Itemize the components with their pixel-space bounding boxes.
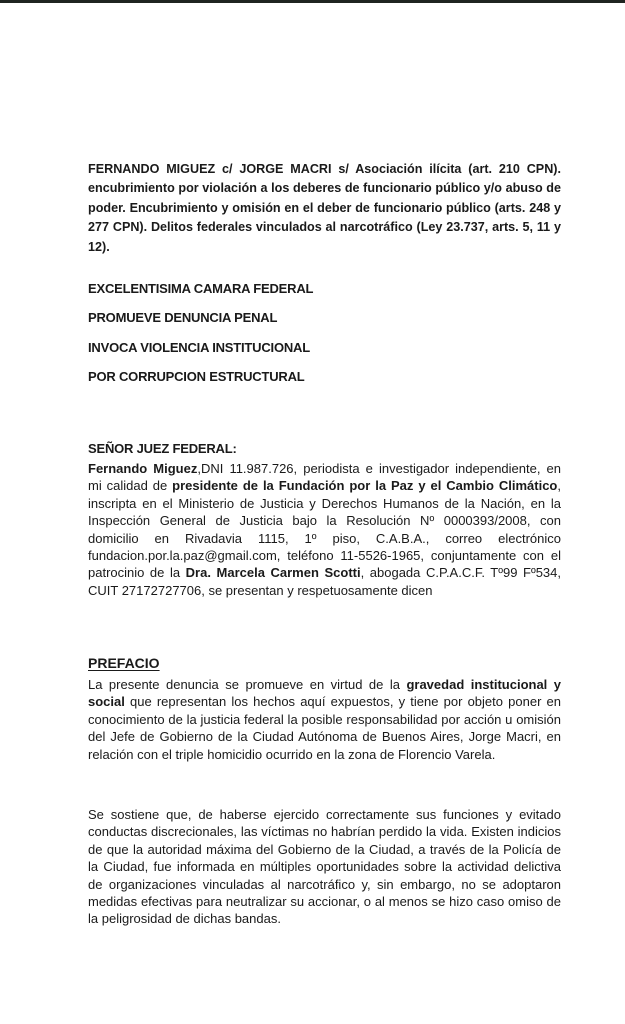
heading-block (88, 279, 313, 396)
judge-address: SEÑOR JUEZ FEDERAL: (88, 441, 237, 456)
lawyer-name: Dra. Marcela Carmen Scotti (185, 565, 361, 581)
section-title-prefacio: PREFACIO (88, 655, 160, 671)
intro-text-1: ,DNI 11.987.726, periodista e investigador independiente, en mi calidad de (88, 461, 561, 494)
intro-text-2: , inscripta en el Ministerio de Justicia y Derechos Humanos de la Nación, en la Inspección General de Justicia bajo la Resolución Nº 0000393/2008, con domicilio en Rivadavia 1115, 1º piso, C.A.B.A., correo electrónico fundacion.por.la.paz@gmail.com, teléfono 11-5526-1965, conjuntamente con el patrocinio de la (88, 478, 561, 581)
case-caption: FERNANDO MIGUEZ c/ JORGE MACRI s/ Asociación ilícita (art. 210 CPN). encubrimiento por violación a los deberes de funcionario público y/o abuso de poder. Encubrimiento y omisión en el deber de funcionario público (arts. 248 y 277 CPN). Delitos federales vinculados al narcotráfico (Ley 23.737, arts. 5, 11 y 12). (88, 161, 561, 254)
heading-corruption: POR CORRUPCION ESTRUCTURAL (88, 368, 305, 384)
preface-paragraph-1 (88, 676, 561, 763)
foundation-role: presidente de la Fundación por la Paz y el Cambio Climático (172, 478, 558, 494)
intro-paragraph (88, 460, 561, 599)
complainant-name: Fernando Miguez (88, 461, 198, 476)
top-edge-bar (0, 0, 625, 3)
preface-paragraph-2: Se sostiene que, de haberse ejercido correctamente sus funciones y evitado conductas discrecionales, las víctimas no habrían perdido la vida. Existen indicios de que la autoridad máxima del Gobierno de la Ciudad, a través de la Policía de la Ciudad, fue informada en múltiples oportunidades sobre la actividad delictiva de organizaciones vinculadas al narcotráfico y, sin embargo, no se adoptaron medidas efectivas para neutralizar su accionar, o al menos se hizo caso omiso de la peligrosidad de dichas bandas. (88, 807, 561, 927)
heading-violence: INVOCA VIOLENCIA INSTITUCIONAL (88, 339, 310, 355)
heading-complaint: PROMUEVE DENUNCIA PENAL (88, 310, 278, 326)
intro-text-3: , abogada C.P.A.C.F. Tº99 Fº534, CUIT 27172727706, se presentan y respetuosamente dicen (88, 565, 561, 598)
preface-1-emphasis: gravedad institucional y social (88, 677, 561, 710)
heading-court: EXCELENTISIMA CAMARA FEDERAL (88, 281, 314, 296)
preface-1-text-2: que representan los hechos aquí expuestos, y tiene por objeto poner en conocimiento de la justicia federal la posible responsabilidad por acción u omisión del Jefe de Gobierno de la Ciudad Autónoma de Buenos Aires, Jorge Macri, en relación con el triple homicidio ocurrido en la zona de Florencio Varela. (88, 694, 561, 762)
preface-1-text-1: La presente denuncia se promueve en virtud de la (88, 677, 407, 692)
